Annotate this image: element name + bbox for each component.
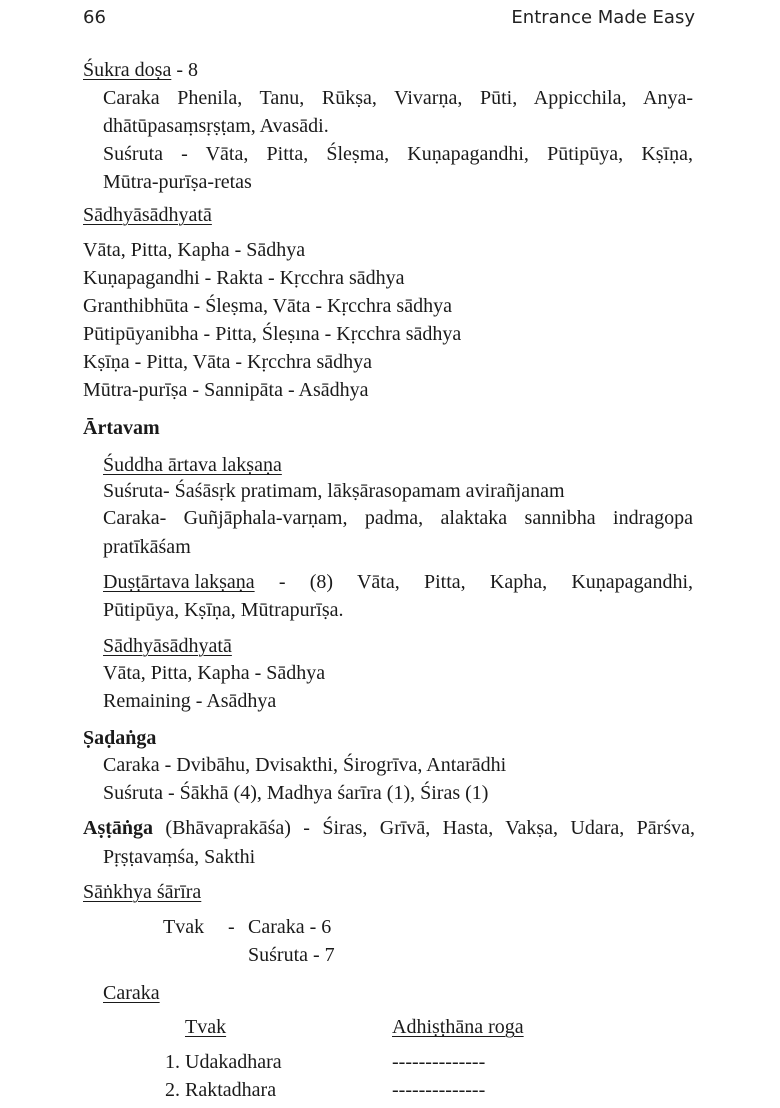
- table-row-value: --------------: [392, 1051, 486, 1073]
- running-title: Entrance Made Easy: [511, 7, 695, 28]
- astanga-line-1: [83, 816, 695, 840]
- dustartava-list: - (8) Vāta, Pitta, Kapha, Kuṇapagandhi,: [254, 571, 693, 593]
- sankhya-sarira-heading: Sāṅkhya śārīra: [83, 881, 202, 903]
- sadhya-line: Mūtra-purīṣa - Sannipāta - Asādhya: [83, 379, 369, 401]
- artava-sadhya-line: Vāta, Pitta, Kapha - Sādhya: [103, 662, 326, 684]
- caraka-line-2: dhātūpasaṃsṛṣṭam, Avasādi.: [103, 115, 329, 137]
- artava-caraka-line-2: pratīkāśam: [103, 536, 191, 558]
- sadanga-heading: Ṣaḍaṅga: [83, 727, 157, 749]
- tvak-label: Tvak: [163, 916, 205, 938]
- table-header-tvak: Tvak: [185, 1016, 227, 1038]
- dustartava-line-1: [103, 570, 693, 594]
- sukra-dosa-title: Śukra doṣa: [83, 59, 172, 81]
- table-header-adhisthana-roga: Adhiṣṭhāna roga: [392, 1016, 524, 1038]
- dustartava-line-2: Pūtipūya, Kṣīṇa, Mūtrapurīṣa.: [103, 599, 344, 621]
- tvak-susruta: Suśruta - 7: [248, 944, 335, 966]
- sadanga-susruta: Suśruta - Śākhā (4), Madhya śarīra (1), Śiras (1): [103, 782, 489, 804]
- suddha-artava-heading: Śuddha ārtava lakṣaṇa: [103, 454, 282, 476]
- dustartava-heading: Duṣṭārtava lakṣaṇa: [103, 571, 255, 593]
- sukra-dosa-heading: [83, 58, 198, 82]
- susruta-line-2: Mūtra-purīṣa-retas: [103, 171, 252, 193]
- artava-sadhya-line: Remaining - Asādhya: [103, 690, 277, 712]
- sadhya-line: Kṣīṇa - Pitta, Vāta - Kṛcchra sādhya: [83, 351, 372, 373]
- sadhyasadhyata-heading: Sādhyāsādhyatā: [83, 204, 212, 226]
- artavam-heading: Ārtavam: [83, 417, 160, 439]
- susruta-line-1: Suśruta - Vāta, Pitta, Śleṣma, Kuṇapagandhi, Pūtipūya, Kṣīṇa,: [103, 143, 693, 165]
- sadhya-line: Vāta, Pitta, Kapha - Sādhya: [83, 239, 306, 261]
- caraka-subheading: Caraka: [103, 982, 160, 1004]
- sukra-dosa-count: - 8: [171, 59, 198, 81]
- table-row-name: 1. Udakadhara: [165, 1051, 282, 1073]
- table-row-value: --------------: [392, 1079, 486, 1101]
- sadhya-line: Granthibhūta - Śleṣma, Vāta - Kṛcchra sādhya: [83, 295, 452, 317]
- tvak-caraka: Caraka - 6: [248, 916, 332, 938]
- caraka-line-1: Caraka Phenila, Tanu, Rūkṣa, Vivarṇa, Pūti, Appicchila, Anya-: [103, 87, 693, 109]
- page-number: 66: [83, 7, 106, 28]
- artava-susruta: Suśruta- Śaśāsṛk pratimam, lākṣārasopamam avirañjanam: [103, 480, 565, 502]
- astanga-heading: Aṣṭāṅga: [83, 817, 154, 839]
- table-row-name: 2. Raktadhara: [165, 1079, 277, 1101]
- sadhya-line: Kuṇapagandhi - Rakta - Kṛcchra sādhya: [83, 267, 405, 289]
- astanga-line-2: Pṛṣṭavaṃśa, Sakthi: [103, 846, 256, 868]
- artava-sadhya-heading: Sādhyāsādhyatā: [103, 635, 232, 657]
- astanga-list: (Bhāvaprakāśa) - Śiras, Grīvā, Hasta, Vakṣa, Udara, Pārśva,: [153, 817, 695, 839]
- tvak-dash: -: [228, 916, 235, 938]
- sadhya-line: Pūtipūyanibha - Pitta, Śleṣına - Kṛcchra sādhya: [83, 323, 462, 345]
- artava-caraka-line-1: Caraka- Guñjāphala-varṇam, padma, alaktaka sannibha indragopa: [103, 507, 693, 529]
- sadanga-caraka: Caraka - Dvibāhu, Dvisakthi, Śirogrīva, Antarādhi: [103, 754, 507, 776]
